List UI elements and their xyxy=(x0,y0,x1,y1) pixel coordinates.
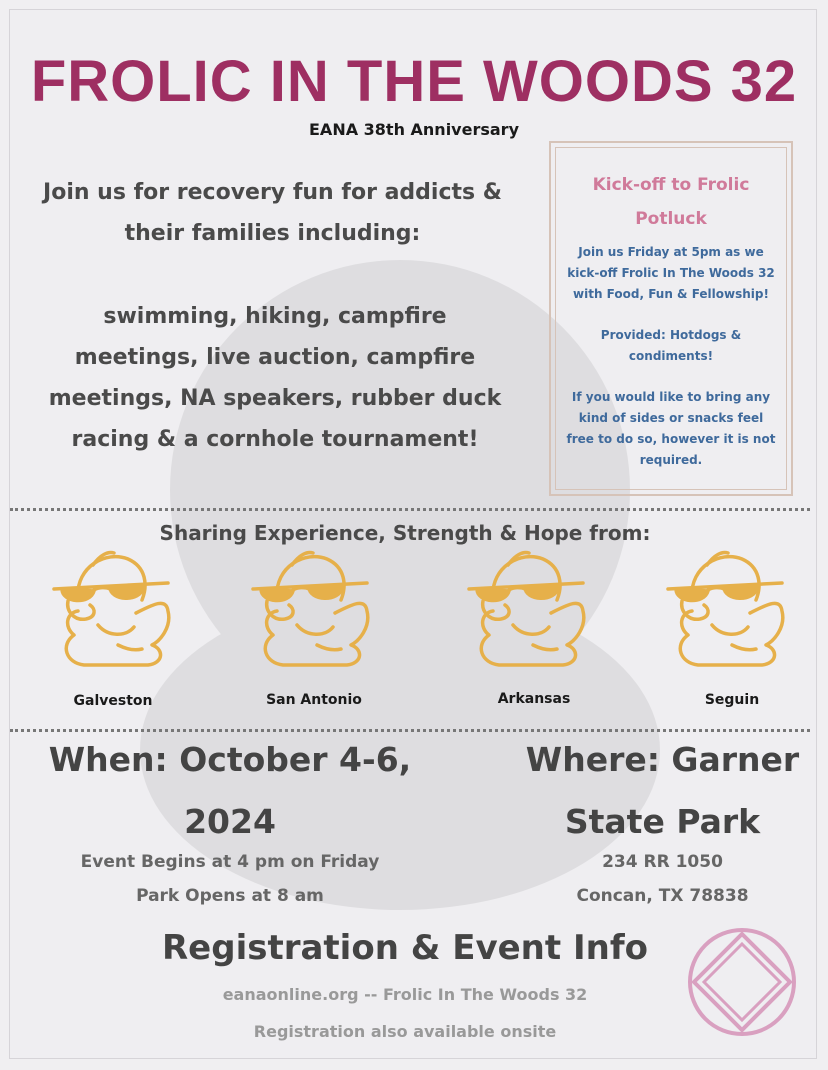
speaker-city: Arkansas xyxy=(497,691,571,707)
when-year: 2024 xyxy=(184,802,276,841)
speaker-city: Galveston xyxy=(73,693,153,709)
speaker-city: Seguin xyxy=(704,692,760,708)
kickoff-description: Join us Friday at 5pm as we kick-off Frolic In The Woods 32 with Food, Fun & Fellowship! xyxy=(567,245,775,301)
speaker-city: San Antonio xyxy=(266,692,362,708)
kickoff-title: Kick-off to Frolic Potluck xyxy=(592,175,750,229)
intro-text: Join us for recovery fun for addicts & their families including: xyxy=(43,180,502,246)
park-opens: Park Opens at 8 am xyxy=(136,886,324,906)
when-heading: When: October 4-6, xyxy=(48,740,412,779)
duck-with-sunglasses-icon xyxy=(247,545,377,670)
registration-website[interactable]: eanaonline.org -- Frolic In The Woods 32 xyxy=(222,985,588,1004)
kickoff-bring-note: If you would like to bring any kind of sides or snacks feel free to do so, however it is not required. xyxy=(566,390,776,467)
kickoff-provided: Provided: Hotdogs & condiments! xyxy=(600,328,742,363)
divider-top xyxy=(10,508,810,511)
where-venue: State Park xyxy=(564,802,761,841)
duck-with-sunglasses-icon xyxy=(48,545,178,670)
kickoff-box xyxy=(549,141,793,496)
sharing-heading: Sharing Experience, Strength & Hope from: xyxy=(159,521,651,545)
divider-bottom xyxy=(10,729,810,732)
registration-heading: Registration & Event Info xyxy=(162,928,648,968)
na-diamond-logo-icon xyxy=(686,926,798,1038)
activities-text: swimming, hiking, campfire meetings, live auction, campfire meetings, NA speakers, rubber duck racing & a cornhole tournament! xyxy=(48,304,502,452)
address-city: Concan, TX 78838 xyxy=(576,886,749,906)
where-heading: Where: Garner xyxy=(525,740,800,779)
address-street: 234 RR 1050 xyxy=(602,852,723,872)
kickoff-box-inner xyxy=(555,147,787,490)
registration-onsite: Registration also available onsite xyxy=(253,1022,557,1041)
event-begins: Event Begins at 4 pm on Friday xyxy=(80,852,380,872)
event-title: FROLIC IN THE WOODS 32 xyxy=(30,49,798,114)
duck-with-sunglasses-icon xyxy=(463,545,593,670)
event-subtitle: EANA 38th Anniversary xyxy=(309,120,519,139)
duck-with-sunglasses-icon xyxy=(662,545,792,670)
